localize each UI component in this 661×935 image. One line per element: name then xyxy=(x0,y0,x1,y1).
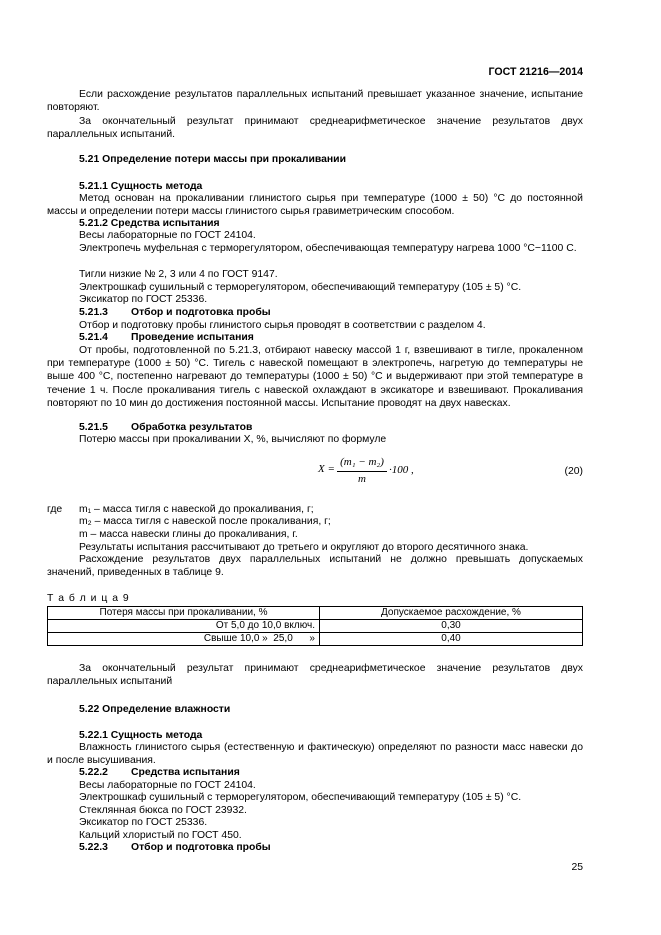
list-item: Тигли низкие № 2, 3 или 4 по ГОСТ 9147. xyxy=(79,269,278,280)
list-item: Эксикатор по ГОСТ 25336. xyxy=(79,817,208,828)
variable-definition: m – масса навески глины до прокаливания, г. xyxy=(79,529,298,540)
table-row xyxy=(48,633,583,646)
subsection-heading: 5.22.3 Отбор и подготовка пробы xyxy=(79,842,271,853)
formula-lhs: X = xyxy=(318,463,335,475)
list-item: Электрошкаф сушильный с терморегулятором, обеспечивающий температуру (105 ± 5) °С. xyxy=(79,282,522,293)
table-row xyxy=(48,620,583,633)
subsection-heading: 5.21.1 Сущность метода xyxy=(79,181,203,192)
formula-numerator: (m₁ − m₂) xyxy=(340,456,384,468)
fraction-bar xyxy=(337,471,387,472)
document-header: ГОСТ 21216—2014 xyxy=(488,66,583,78)
subsection-heading: 5.21.3 Отбор и подготовка пробы xyxy=(79,307,271,318)
column-header: Потеря массы при прокаливании, % xyxy=(48,607,320,620)
section-heading: 5.21 Определение потери массы при прокаливании xyxy=(79,154,346,165)
paragraph: Потерю массы при прокаливании X, %, вычисляют по формуле xyxy=(79,434,387,445)
table-cell: 0,30 xyxy=(320,620,583,633)
table-9 xyxy=(47,606,583,646)
column-header: Допускаемое расхождение, % xyxy=(320,607,583,620)
list-item: Весы лабораторные по ГОСТ 24104. xyxy=(79,780,256,791)
variable-definition: m₂ – масса тигля с навеской после прокаливания, г; xyxy=(79,516,331,527)
paragraph: От пробы, подготовленной по 5.21.3, отбирают навеску массой 1 г, взвешивают в тигле, прокаленном при температуре (1000 ± 50) °С. Тигель с навеской помещают в электропечь, нагретую до температуры не выше 400 °С, постепенно нагревают до температуры (1000 ± 50) °С и выдерживают при этой температуре в течение 1 ч. После прокаливания тигель с навеской охлаждают в эксикаторе и взвешивают. Прокаливания повторяют по 10 мин до достижения постоянной массы. Испытание проводят на двух навесках. xyxy=(47,345,583,409)
paragraph: Если расхождение результатов параллельных испытаний превышает указанное значение, испытание повторяют. xyxy=(47,89,583,114)
page-number: 25 xyxy=(571,862,583,873)
paragraph: Влажность глинистого сырья (естественную и фактическую) определяют по разности масс навески до и после высушивания. xyxy=(47,742,583,767)
subsection-heading: 5.21.5 Обработка результатов xyxy=(79,422,253,433)
paragraph: Расхождение результатов двух параллельных испытаний не должно превышать допускаемых значений, приведенных в таблице 9. xyxy=(47,554,583,579)
variable-definition: m₁ – масса тигля с навеской до прокаливания, г; xyxy=(79,504,314,515)
list-item: Электропечь муфельная с терморегулятором, обеспечивающая температуру нагрева 1000 °С−1100 С. xyxy=(79,243,577,254)
formula-tail: ·100 , xyxy=(389,464,414,476)
section-heading: 5.22 Определение влажности xyxy=(79,704,231,715)
table-caption: Т а б л и ц а 9 xyxy=(47,593,130,604)
table-cell: Свыше 10,0 » 25,0 » xyxy=(48,633,320,646)
paragraph: Метод основан на прокаливании глинистого сырья при температуре (1000 ± 50) °С до постоянной массы и определении потери массы глинистого сырья гравиметрическим способом. xyxy=(47,193,583,218)
list-item: Эксикатор по ГОСТ 25336. xyxy=(79,294,208,305)
table-cell: 0,40 xyxy=(320,633,583,646)
formula-number: (20) xyxy=(564,466,583,477)
table-cell: От 5,0 до 10,0 включ. xyxy=(48,620,320,633)
where-label: где xyxy=(47,504,63,515)
subsection-heading: 5.22.1 Сущность метода xyxy=(79,730,203,741)
subsection-heading: 5.22.2 Средства испытания xyxy=(79,767,240,778)
subsection-heading: 5.21.2 Средства испытания xyxy=(79,218,220,229)
table-header-row xyxy=(48,607,583,620)
list-item: Стеклянная бюкса по ГОСТ 23932. xyxy=(79,805,247,816)
paragraph: За окончательный результат принимают среднеарифметическое значение результатов двух параллельных испытаний xyxy=(47,663,583,688)
subsection-heading: 5.21.4 Проведение испытания xyxy=(79,332,254,343)
paragraph: Результаты испытания рассчитывают до третьего и округляют до второго десятичного знака. xyxy=(79,542,529,553)
formula-denominator: m xyxy=(358,473,366,485)
paragraph: За окончательный результат принимают среднеарифметическое значение результатов двух параллельных испытаний. xyxy=(47,116,583,141)
paragraph: Отбор и подготовку пробы глинистого сырья проводят в соответствии с разделом 4. xyxy=(79,320,486,331)
list-item: Кальций хлористый по ГОСТ 450. xyxy=(79,830,242,841)
list-item: Электрошкаф сушильный с терморегулятором, обеспечивающий температуру (105 ± 5) °С. xyxy=(79,792,522,803)
list-item: Весы лабораторные по ГОСТ 24104. xyxy=(79,230,256,241)
